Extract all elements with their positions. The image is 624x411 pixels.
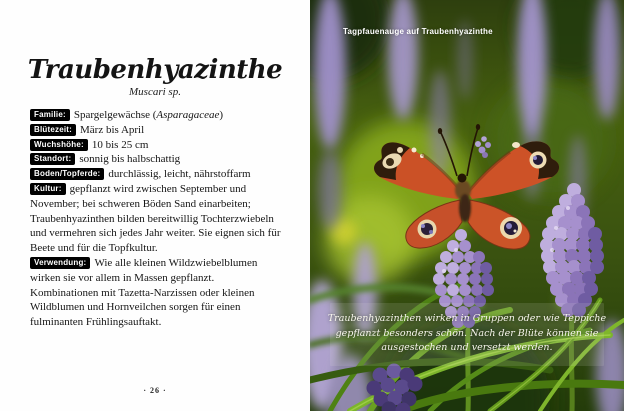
fact-row — [30, 256, 284, 330]
fact-label: Standort: — [30, 153, 75, 165]
fact-label: Kultur: — [30, 183, 66, 195]
latin-name: Muscari sp. — [129, 86, 181, 98]
fact-row — [30, 182, 284, 256]
fact-text: sonnig bis halbschattig — [79, 153, 181, 166]
fact-text: gepflanzt wird zwischen September und November; bei schweren Böden Sand einarbeiten; Traubenhyazinthen bilden bereitwillig Tochterzwiebeln und vermehren sich jedes Jahr weiter. Sie eignen sich für Beete und für die Topfkultur. — [30, 182, 281, 255]
page-title: Traubenhyazinthe — [27, 55, 283, 85]
fact-label: Familie: — [30, 109, 70, 121]
fact-label: Wuchshöhe: — [30, 139, 88, 151]
left-page — [0, 0, 310, 411]
fact-text: 10 bis 25 cm — [91, 138, 149, 151]
page-number: · 26 · — [143, 386, 167, 395]
fact-row — [30, 167, 284, 182]
fact-label: Boden/Topferde: — [30, 168, 104, 180]
fact-text: März bis April — [80, 123, 145, 136]
fact-row — [30, 152, 284, 167]
photo-caption-bottom: Traubenhyazinthen wirken in Gruppen oder wie Teppiche gepflanzt besonders schön. Nach der Blüte können sie ausgestochen und versetzt werden. — [327, 313, 607, 353]
fact-row — [30, 123, 284, 138]
fact-text: durchlässig, leicht, nährstoffarm — [108, 168, 251, 181]
fact-row — [30, 108, 284, 123]
fact-text: ) — [219, 109, 224, 121]
facts-list — [30, 108, 284, 330]
fact-text: Spargelgewächse ( — [73, 109, 157, 121]
fact-label: Blütezeit: — [30, 124, 76, 136]
fact-row — [30, 138, 284, 153]
fact-text: Wie alle kleinen Wildzwiebelblumen wirken sie vor allem in Massen gepflanzt. Kombinationen mit Tazetta-Narzissen oder kleinen Wildblumen und Hornveilchen sorgen für einen fulminanten Frühlingsauftakt. — [30, 256, 258, 329]
photo-page — [310, 0, 624, 411]
fact-label: Verwendung: — [30, 257, 90, 269]
fact-text: Asparagaceae — [156, 109, 220, 121]
photo-caption-top: Tagpfauenauge auf Traubenhyazinthe — [343, 27, 493, 36]
